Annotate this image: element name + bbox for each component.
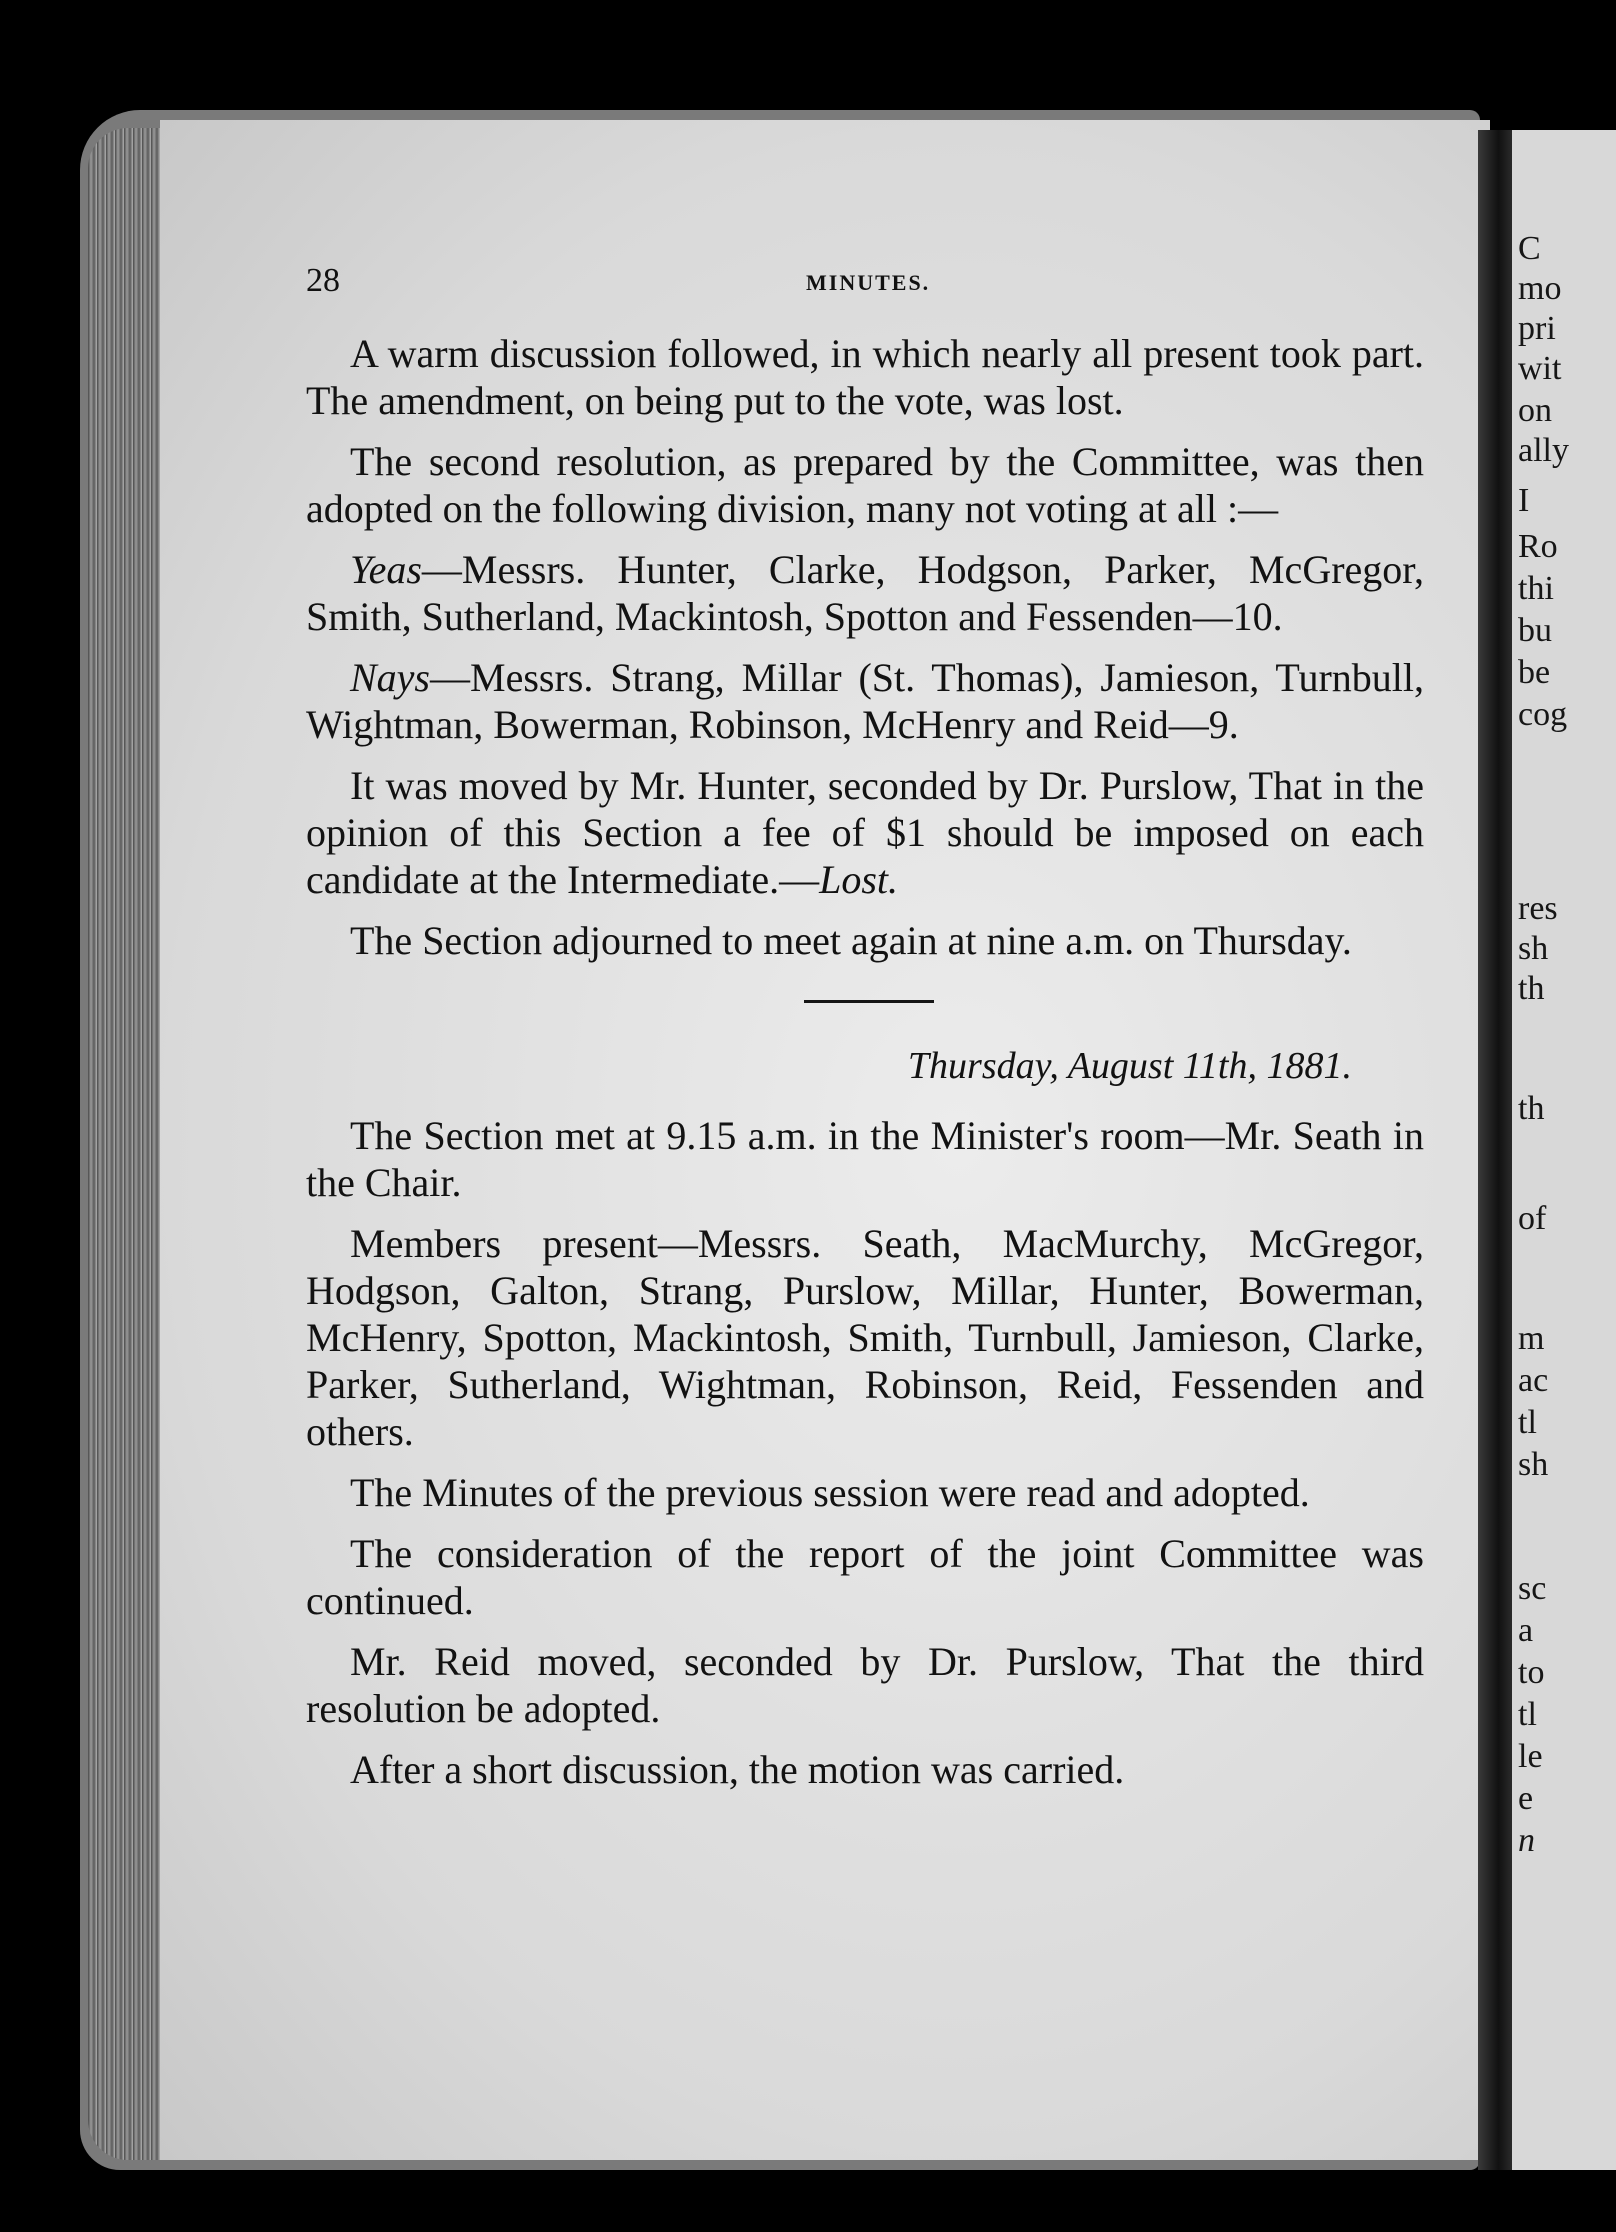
facing-fragment: I: [1518, 482, 1530, 519]
facing-fragment: n: [1518, 1822, 1535, 1859]
facing-fragment: res: [1518, 890, 1558, 927]
facing-fragment: sc: [1518, 1570, 1547, 1607]
facing-fragment: pri: [1518, 310, 1556, 347]
yeas-text: —Messrs. Hunter, Clarke, Hodgson, Parker, McGregor, Smith, Sutherland, Mackintosh, Spotton and Fessenden—10.: [306, 547, 1424, 639]
facing-fragment: wit: [1518, 350, 1562, 387]
yeas-label: Yeas: [350, 547, 422, 592]
facing-fragment: thi: [1518, 570, 1554, 607]
facing-fragment: tl: [1518, 1404, 1537, 1441]
paragraph: The second resolution, as prepared by the Committee, was then adopted on the following division, many not voting at all :—: [306, 439, 1424, 531]
facing-fragment: th: [1518, 970, 1545, 1007]
running-head: [306, 262, 1426, 306]
paragraph: The consideration of the report of the joint Committee was continued.: [306, 1531, 1424, 1623]
facing-fragment: th: [1518, 1090, 1545, 1127]
nays-label: Nays: [350, 655, 430, 700]
paragraph: The Section adjourned to meet again at nine a.m. on Thursday.: [350, 918, 1352, 963]
motion-paragraph: [306, 762, 1424, 903]
yeas-paragraph: [306, 546, 1424, 640]
facing-fragment: a: [1518, 1612, 1534, 1649]
members-paragraph: Members present—Messrs. Seath, MacMurchy, McGregor, Hodgson, Galton, Strang, Purslow, Millar, Hunter, Bowerman, McHenry, Spotton, Mackintosh, Smith, Turnbull, Jamieson, Clarke, Parker, Sutherland, Wightman, Robinson, Reid, Fessenden and others.: [306, 1221, 1424, 1454]
page-edges: [88, 128, 170, 2160]
facing-fragment: mo: [1518, 270, 1562, 307]
running-title: MINUTES.: [806, 270, 931, 295]
facing-fragment: ally: [1518, 432, 1569, 469]
nays-text: —Messrs. Strang, Millar (St. Thomas), Jamieson, Turnbull, Wightman, Bowerman, Robinson, McHenry and Reid—9.: [306, 655, 1424, 747]
facing-fragment: sh: [1518, 930, 1549, 967]
facing-fragment: on: [1518, 392, 1552, 429]
facing-fragment: cog: [1518, 696, 1568, 733]
motion-result: Lost.: [819, 857, 899, 902]
paragraph: After a short discussion, the motion was carried.: [350, 1747, 1125, 1792]
facing-fragment: ac: [1518, 1362, 1549, 1399]
facing-fragment: bu: [1518, 612, 1552, 649]
book-gutter: [1478, 130, 1512, 2170]
facing-fragment: Ro: [1518, 528, 1558, 565]
facing-fragment: m: [1518, 1320, 1545, 1357]
facing-fragment: le: [1518, 1738, 1543, 1775]
paragraph: The Section met at 9.15 a.m. in the Minister's room—Mr. Seath in the Chair.: [306, 1113, 1424, 1205]
facing-fragment: of: [1518, 1200, 1547, 1237]
facing-page: [1512, 130, 1616, 2170]
paragraph: A warm discussion followed, in which nearly all present took part. The amendment, on being put to the vote, was lost.: [306, 331, 1424, 423]
facing-fragment: C: [1518, 230, 1541, 267]
facing-fragment: sh: [1518, 1446, 1549, 1483]
session-date: Thursday, August 11th, 1881.: [907, 1045, 1352, 1087]
paragraph: Mr. Reid moved, seconded by Dr. Purslow, That the third resolution be adopted.: [306, 1639, 1424, 1731]
motion-text: It was moved by Mr. Hunter, seconded by Dr. Purslow, That in the opinion of this Section a fee of $1 should be imposed on each candidate at the Intermediate.—: [306, 763, 1424, 902]
page-body: [306, 330, 1424, 1807]
facing-fragment: be: [1518, 654, 1551, 691]
section-divider: [804, 1000, 934, 1003]
facing-fragment: e: [1518, 1780, 1534, 1817]
nays-paragraph: [306, 654, 1424, 748]
paragraph: The Minutes of the previous session were read and adopted.: [350, 1470, 1310, 1515]
facing-fragment: tl: [1518, 1696, 1537, 1733]
facing-fragment: to: [1518, 1654, 1545, 1691]
page-number: 28: [306, 262, 340, 299]
